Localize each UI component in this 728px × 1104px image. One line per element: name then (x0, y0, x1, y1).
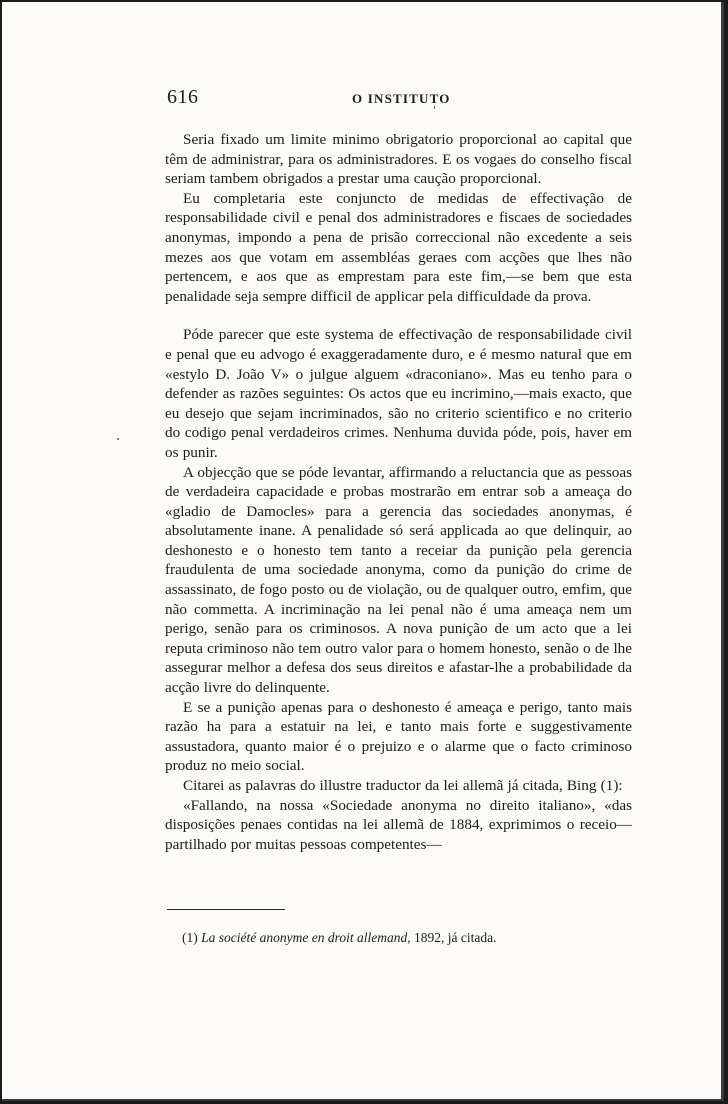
page-number: 616 (167, 86, 199, 108)
footnote-title: La société anonyme en droit allemand, (201, 930, 411, 945)
footnote-rest: 1892, já citada. (413, 930, 497, 945)
paragraph-systema: Póde parecer que este systema de effectivação de responsabilidade civil e penal que eu advogo é exaggeradamente duro, e é mesmo natural que em «estylo D. João V» o julgue alguem «draconiano». Mas eu tenho para o defender as razões seguintes: Os actos que eu incrimino,—mais exacto, que eu desejo que sejam incriminados, são no criterio scientifico e no criterio do codigo penal verdadeiros crimes. Nenhuma duvida póde, pois, haver em os punir. (165, 326, 632, 461)
paragraph-medidas: Eu completaria este conjuncto de medidas de effectivação de responsabilidade civil e penal dos administradores e fiscaes de sociedades anonymas, impondo a pena de prisão correccional não excedente a seis mezes aos que votam em assembléas geraes com acções que lhes não pertencem, e aos que as emprestam para este fim,—se bem que esta penalidade seja sempre difficil de applicar pela difficuldade da prova. (165, 189, 632, 305)
footnote-divider (167, 909, 285, 910)
paragraph-citarei: Citarei as palavras do illustre traductor da lei allemã já citada, Bing (1): (183, 777, 623, 794)
body-text (165, 130, 632, 854)
scan-speck (117, 438, 119, 440)
scan-speck (434, 106, 435, 109)
paragraph-punicao: E se a punição apenas para o deshonesto é ameaça e perigo, tanto mais razão ha para a estatuir na lei, e tanto mais forte e suggestivamente assustadora, quanto maior é o prejuizo e o alarme que o facto criminoso produz no meio social. (165, 698, 632, 775)
paragraph-quote: «Fallando, na nossa «Sociedade anonyma no direito italiano», «das disposições penaes contidas na lei allemã de 1884, exprimimos o receio—partilhado por muitas pessoas competentes— (165, 796, 632, 853)
page-scan (2, 2, 724, 1101)
paragraph-caucao: Seria fixado um limite minimo obrigatorio proporcional ao capital que têm de administrar, para os administradores. E os vogaes do conselho fiscal seriam tambem obrigados a prestar uma caução proporcional. (165, 131, 632, 188)
page-header (167, 86, 632, 110)
running-title: O INSTITUTO (352, 91, 451, 106)
paragraph-objeccao: A objecção que se póde levantar, affirmando a reluctancia que as pessoas de verdadeira capacidade e probas mostrarão em entrar sob a ameaça do «gladio de Damocles» para a gerencia das sociedades anonymas, é absolutamente inane. A penalidade só será applicada ao que delinquir, ao deshonesto e o honesto tem tanto a receiar da punição pela gerencia fraudulenta de uma sociedade anonyma, como da punição do crime de assassinato, de fogo posto ou de violação, ou de qualquer outro, emfim, que não commetta. A incriminação na lei penal não é uma ameaça nem um perigo, senão para os criminosos. A nova punição de um acto que a lei reputa criminoso não tem outro valor para o homem honesto, senão o de lhe assegurar melhor a defesa dos seus direitos e afastar-lhe a probabilidade da acção livre do delinquente. (165, 463, 632, 697)
footnote-marker: (1) (182, 930, 198, 945)
footnote (182, 929, 632, 947)
